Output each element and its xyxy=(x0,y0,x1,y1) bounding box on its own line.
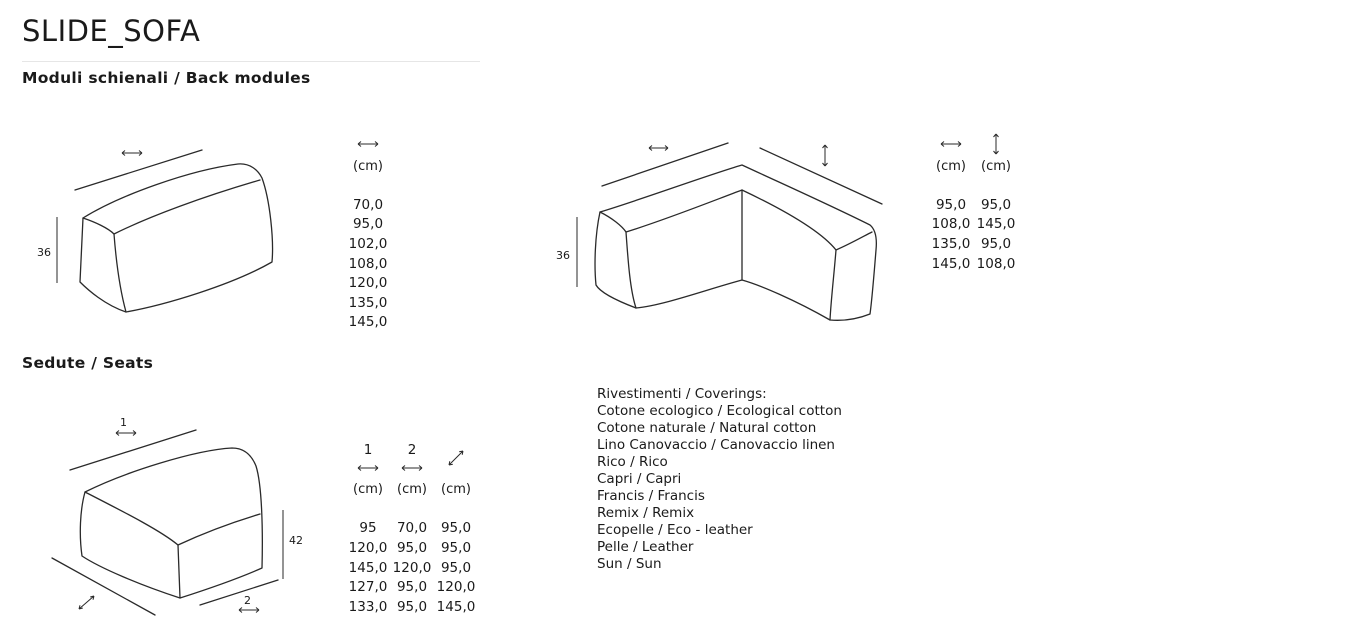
seat-col2-value: 95,0 xyxy=(396,539,428,556)
seat-col2-value: 120,0 xyxy=(392,559,432,576)
straight-width-value: 135,0 xyxy=(348,294,388,311)
seat-dim2-column xyxy=(390,441,434,617)
seat-col1-value: 145,0 xyxy=(348,559,388,576)
vertical-arrow-icon xyxy=(974,133,1018,157)
straight-height-label: 36 xyxy=(37,246,51,259)
corner-width-column xyxy=(929,137,973,274)
seat-dim2-label: 2 xyxy=(244,594,251,607)
straight-width-value: 102,0 xyxy=(348,235,388,252)
seat-col2-value: 95,0 xyxy=(396,579,428,596)
seat-col3-value: 95,0 xyxy=(440,539,472,556)
straight-width-column xyxy=(346,137,390,333)
covering-item: Francis / Francis xyxy=(597,488,705,504)
horizontal-arrow-icon xyxy=(346,461,390,481)
seat-col1-value: 120,0 xyxy=(348,539,388,556)
coverings-heading: Rivestimenti / Coverings: xyxy=(597,386,767,402)
corner-height-label: 36 xyxy=(556,249,570,262)
coverings-list xyxy=(597,386,842,573)
seat-dim1-column xyxy=(346,441,390,617)
covering-item: Rico / Rico xyxy=(597,454,668,470)
diagonal-arrow-icon xyxy=(434,441,478,469)
covering-item: Pelle / Leather xyxy=(597,539,694,555)
diagonal-arrow-icon xyxy=(79,596,94,609)
seat-col3-value: 95,0 xyxy=(440,559,472,576)
seat-col1-value: 95 xyxy=(359,520,377,537)
corner-depth-value: 95,0 xyxy=(980,235,1012,252)
page-title: SLIDE_SOFA xyxy=(22,14,201,48)
straight-width-value: 95,0 xyxy=(352,216,384,233)
covering-item: Lino Canovaccio / Canovaccio linen xyxy=(597,437,835,453)
back-modules-heading: Moduli schienali / Back modules xyxy=(22,69,311,87)
horizontal-arrow-icon xyxy=(116,431,136,436)
seat-col3-value: 145,0 xyxy=(436,598,476,615)
straight-back-module-drawing xyxy=(37,150,273,312)
corner-depth-value: 145,0 xyxy=(976,216,1016,233)
corner-width-unit: (cm) xyxy=(936,158,966,174)
straight-width-value: 145,0 xyxy=(348,314,388,331)
seat-col3-value: 95,0 xyxy=(440,520,472,537)
horizontal-arrow-icon xyxy=(929,137,973,157)
seat-col1-value: 127,0 xyxy=(348,579,388,596)
corner-width-value: 95,0 xyxy=(935,196,967,213)
corner-width-value: 145,0 xyxy=(931,255,971,272)
corner-depth-column xyxy=(974,133,1018,274)
seat-module-drawing xyxy=(52,416,303,615)
straight-width-value: 120,0 xyxy=(348,275,388,292)
corner-depth-value: 95,0 xyxy=(980,196,1012,213)
corner-depth-unit: (cm) xyxy=(981,158,1011,174)
seat-diagonal-column xyxy=(434,441,478,617)
covering-item: Remix / Remix xyxy=(597,505,695,521)
horizontal-arrow-icon xyxy=(346,137,390,157)
straight-width-value: 70,0 xyxy=(352,196,384,213)
seat-col2-number: 2 xyxy=(407,442,417,458)
horizontal-arrow-icon xyxy=(649,146,668,151)
horizontal-arrow-icon xyxy=(122,151,142,156)
horizontal-arrow-icon xyxy=(390,461,434,481)
seat-col1-number: 1 xyxy=(363,442,373,458)
seat-col2-unit: (cm) xyxy=(397,482,427,498)
seats-heading: Sedute / Seats xyxy=(22,354,154,372)
covering-item: Ecopelle / Eco - leather xyxy=(597,522,753,538)
corner-width-value: 135,0 xyxy=(931,235,971,252)
seat-col2-value: 95,0 xyxy=(396,598,428,615)
horizontal-arrow-icon xyxy=(239,608,259,613)
seat-col3-value: 120,0 xyxy=(436,579,476,596)
seat-col1-value: 133,0 xyxy=(348,598,388,615)
covering-item: Cotone ecologico / Ecological cotton xyxy=(597,403,842,419)
covering-item: Cotone naturale / Natural cotton xyxy=(597,420,817,436)
corner-depth-value: 108,0 xyxy=(976,255,1016,272)
straight-width-value: 108,0 xyxy=(348,255,388,272)
covering-item: Sun / Sun xyxy=(597,556,662,572)
corner-back-module-drawing xyxy=(556,143,882,320)
vertical-arrow-icon xyxy=(823,145,828,166)
covering-item: Capri / Capri xyxy=(597,471,682,487)
seat-col2-value: 70,0 xyxy=(396,520,428,537)
seat-col1-unit: (cm) xyxy=(353,482,383,498)
corner-width-value: 108,0 xyxy=(931,216,971,233)
straight-width-unit: (cm) xyxy=(353,158,383,174)
seat-dim1-label: 1 xyxy=(120,416,127,429)
seat-height-label: 42 xyxy=(289,534,303,547)
seat-col3-unit: (cm) xyxy=(441,482,471,498)
